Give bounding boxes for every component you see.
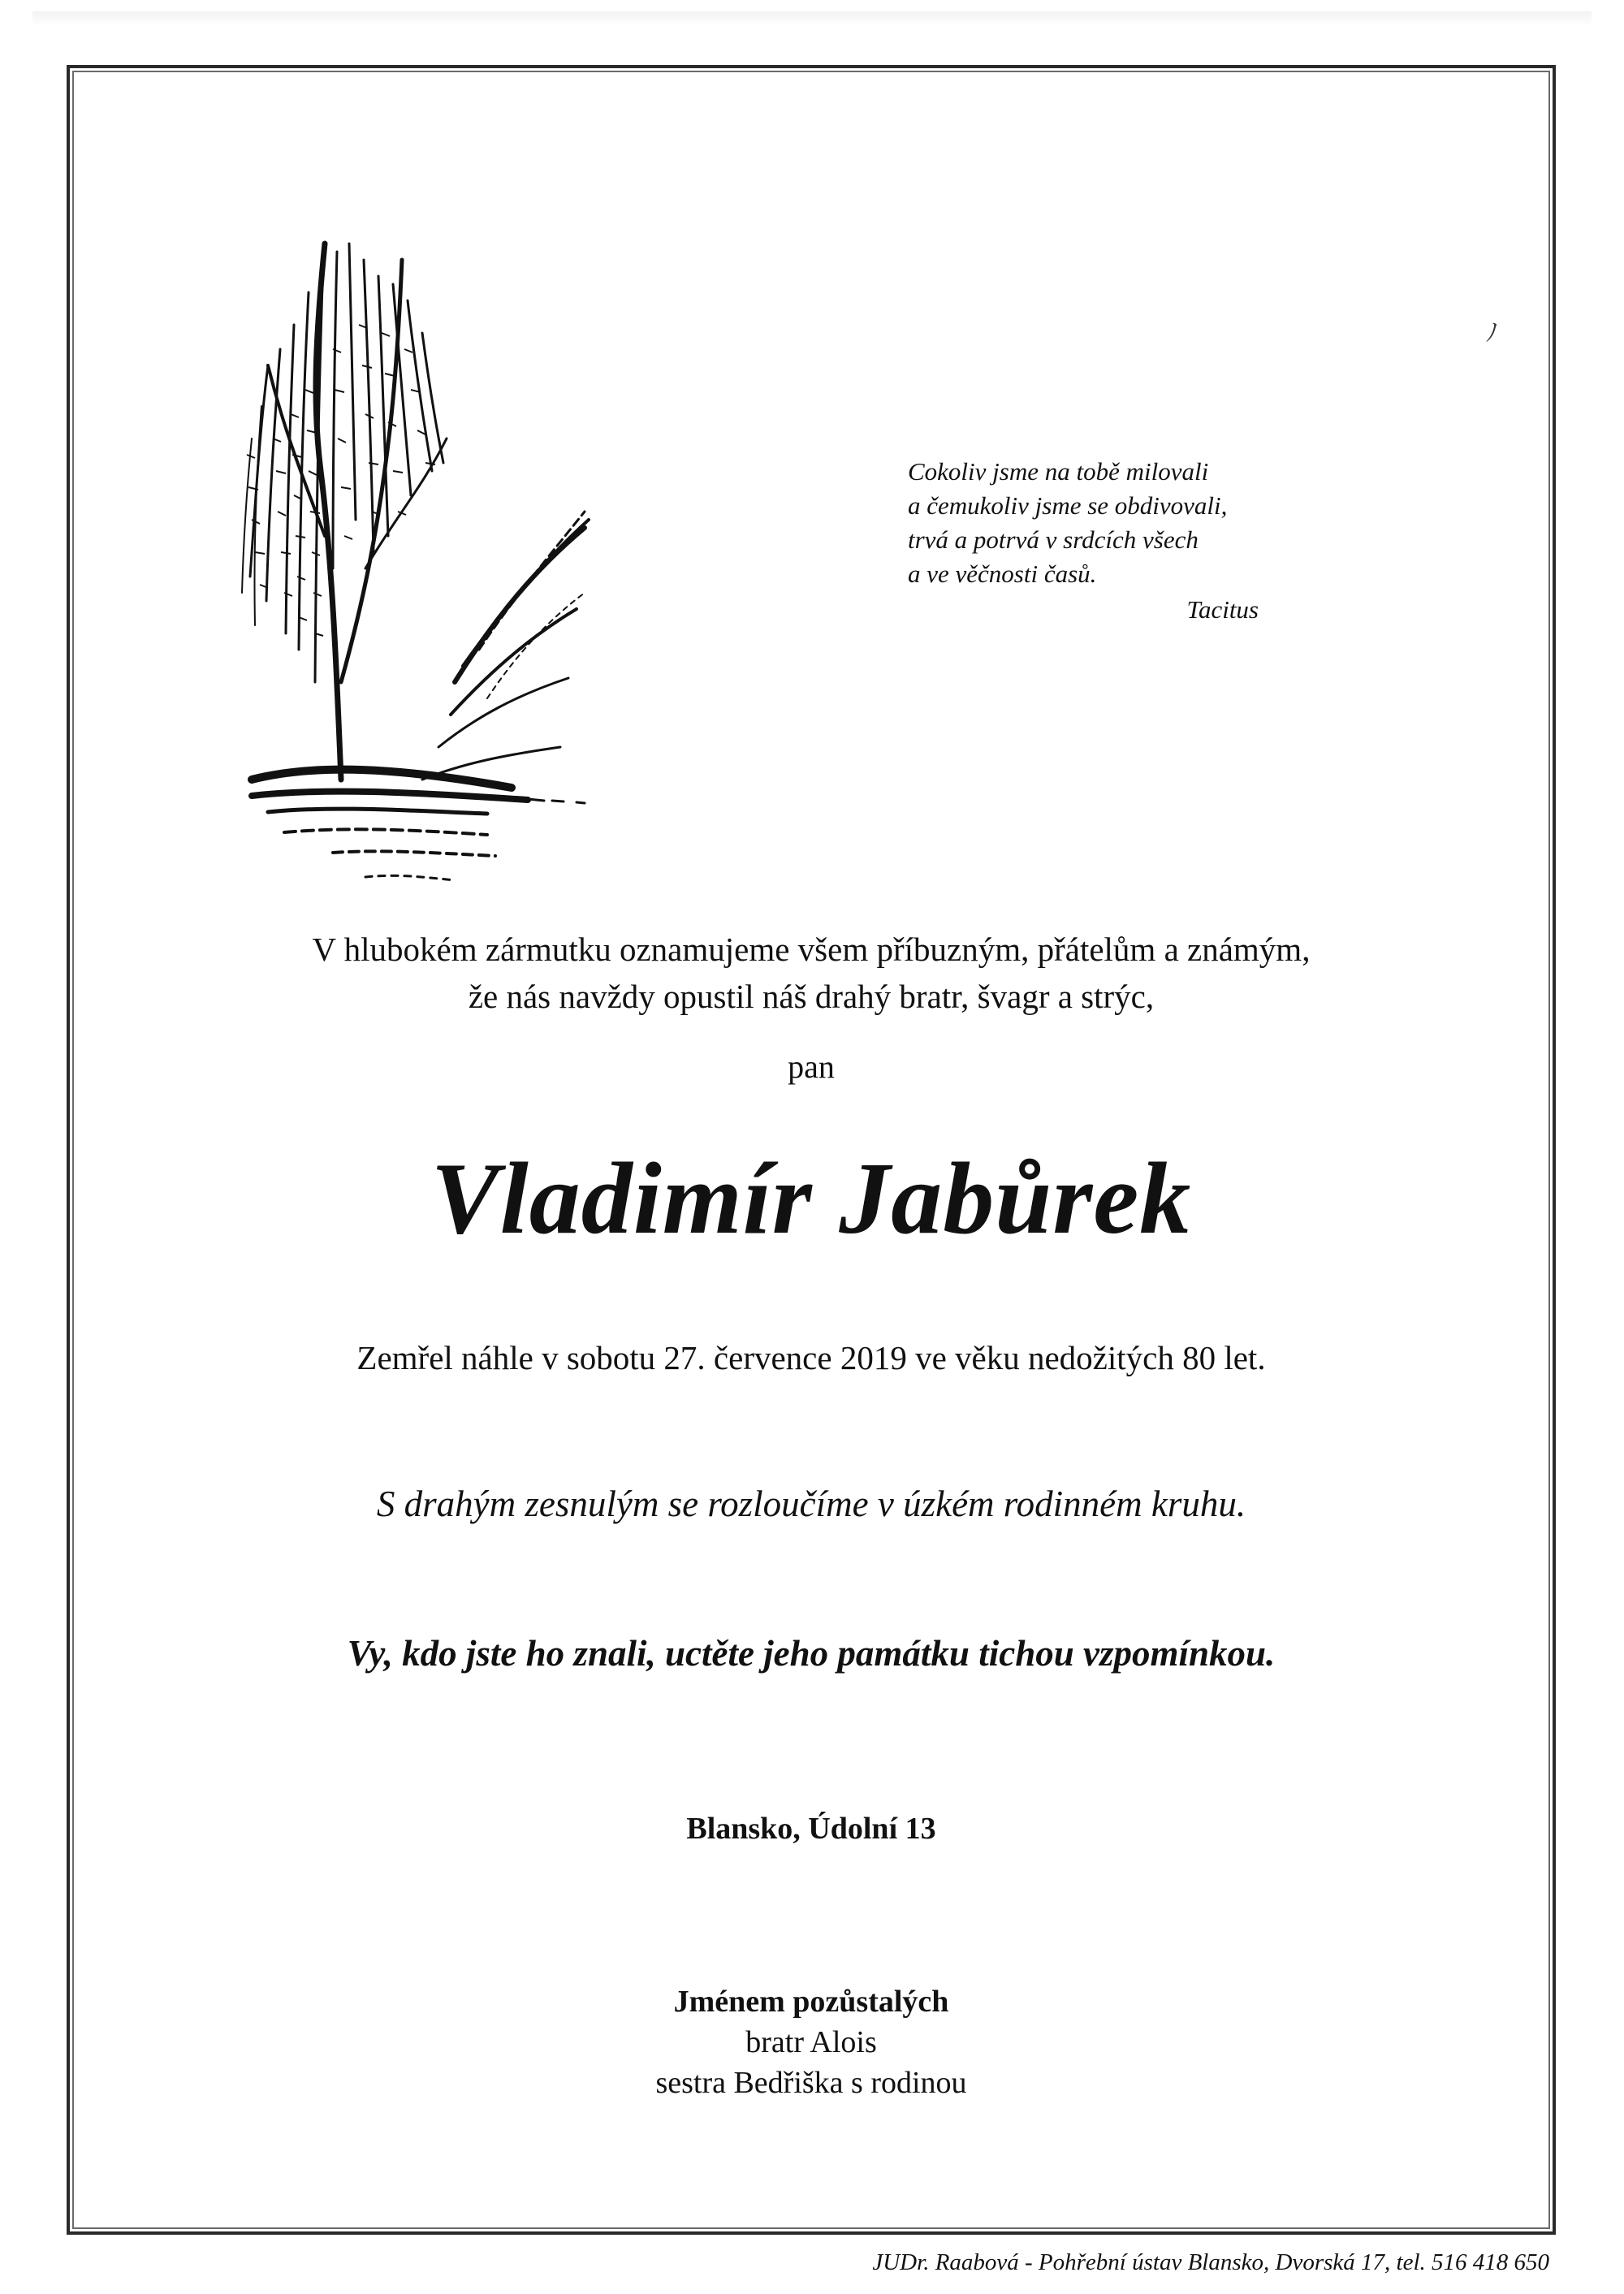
tacitus-quote: [908, 455, 1314, 627]
funeral-home-footer: JUDr. Raabová - Pohřební ústav Blansko, Dvorská 17, tel. 516 418 650: [872, 2249, 1549, 2275]
quote-line: a čemukoliv jsme se obdivovali,: [908, 491, 1228, 520]
willow-tree-illustration: [219, 227, 641, 893]
signatories-header: Jménem pozůstalých: [673, 1985, 949, 2019]
tribute-note: Vy, kdo jste ho znali, uctěte jeho památku tichou vzpomínkou.: [347, 1633, 1276, 1674]
quote-line: a ve věčnosti časů.: [908, 559, 1097, 588]
death-info: Zemřel náhle v sobotu 27. července 2019 ve věku nedožitých 80 let.: [356, 1339, 1266, 1376]
stray-ink-mark: ﾉ: [1486, 320, 1498, 347]
intro-line-1: V hlubokém zármutku oznamujeme všem příbuzným, přátelům a známým,: [312, 931, 1311, 968]
signatory-name: bratr Alois: [745, 2025, 877, 2059]
signatories-block: [67, 1981, 1556, 2103]
scan-edge-shadow: [32, 11, 1592, 26]
quote-line: trvá a potrvá v srdcích všech: [908, 525, 1199, 554]
farewell-note: S drahým zesnulým se rozloučíme v úzkém rodinném kruhu.: [376, 1484, 1246, 1524]
quote-line: Cokoliv jsme na tobě milovali: [908, 457, 1209, 486]
family-address: Blansko, Údolní 13: [686, 1812, 936, 1846]
announcement-intro: [67, 926, 1556, 1020]
deceased-name: Vladimír Jabůrek: [430, 1143, 1192, 1255]
signatory-name: sestra Bedřiška s rodinou: [655, 2066, 967, 2100]
intro-line-2: že nás navždy opustil náš drahý bratr, švagr a strýc,: [468, 978, 1155, 1015]
quote-author: Tacitus: [1186, 595, 1259, 624]
honorific: pan: [788, 1048, 835, 1085]
